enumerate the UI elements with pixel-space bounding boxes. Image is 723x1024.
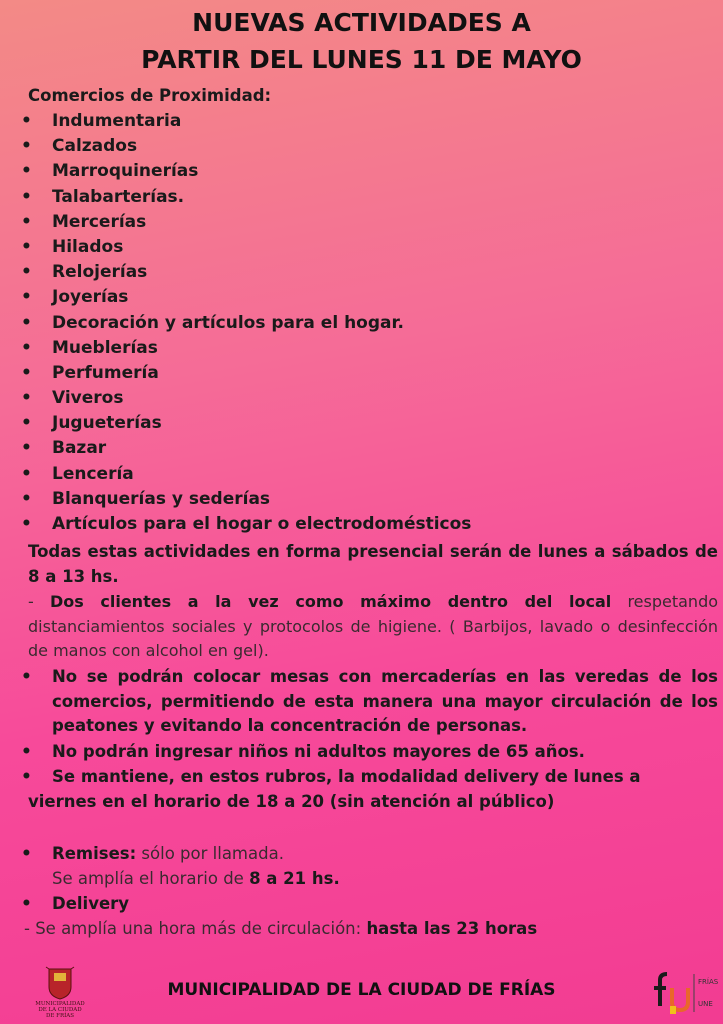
list-item: • Joyerías — [0, 285, 471, 310]
list-item: • Talabarterías. — [0, 185, 471, 210]
bullet-icon: • — [21, 337, 32, 358]
list-item: • Hilados — [0, 235, 471, 260]
svg-text:UNE: UNE — [698, 1000, 713, 1008]
bullet-icon: • — [21, 362, 32, 383]
title-line-1: NUEVAS ACTIVIDADES A — [192, 8, 531, 37]
list-item: • Mueblerías — [0, 336, 471, 361]
bullet-icon: • — [21, 438, 32, 459]
footer-municipality: MUNICIPALIDAD DE LA CIUDAD DE FRÍAS — [167, 980, 556, 1000]
bullet-icon: • — [21, 186, 32, 207]
svg-text:DE FRÍAS: DE FRÍAS — [45, 1013, 75, 1018]
bullet-icon: • — [21, 767, 32, 787]
rule-clients: - Dos clientes a la vez como máximo dentro del local respetando distanciamientos sociales y protocolos de higiene. ( Barbijos, lavado o desinfección de manos con alcohol en gel). — [28, 592, 719, 660]
list-item: • Blanquerías y sederías — [0, 487, 471, 512]
list-item: • Perfumería — [0, 361, 471, 386]
list-item: • Relojerías — [0, 260, 471, 285]
rule-clients-rest: respetando distanciamientos sociales y protocolos de higiene. ( Barbijos, lavado o desinfección de manos con alcohol en gel). — [28, 592, 719, 660]
list-item: • Bazar — [0, 436, 471, 461]
bullet-icon: • — [21, 287, 32, 308]
bullet-icon: • — [21, 463, 32, 484]
bullet-icon: • — [21, 211, 32, 232]
list-item: • Lencería — [0, 462, 471, 487]
bullet-icon: • — [21, 262, 32, 283]
delivery-label: Delivery — [52, 894, 130, 913]
bullet-icon: • — [21, 742, 32, 762]
bullet-icon: • — [21, 667, 32, 687]
bullet-icon: • — [21, 844, 32, 864]
bullet-icon: • — [21, 161, 32, 182]
bullet-icon: • — [21, 388, 32, 409]
bullet-icon: • — [21, 894, 32, 914]
rule-clients-bold: Dos clientes a la vez como máximo dentro del local — [49, 592, 612, 611]
list-item: • Mercerías — [0, 210, 471, 235]
list-item: • Decoración y artículos para el hogar. — [0, 311, 471, 336]
svg-text:DE LA CIUDAD: DE LA CIUDAD — [38, 1007, 82, 1013]
remises-item: • Remises: sólo por llamada. — [52, 842, 718, 867]
remises-label: Remises: — [52, 844, 137, 863]
bullet-icon: • — [21, 488, 32, 509]
svg-text:MUNICIPALIDAD: MUNICIPALIDAD — [35, 1001, 85, 1007]
bullet-icon: • — [21, 514, 32, 534]
remises-hours: Se amplía el horario de 8 a 21 hs. — [52, 869, 340, 888]
list-item: • Marroquinerías — [0, 159, 471, 184]
municipal-seal-icon — [32, 966, 88, 1018]
list-item: • Jugueterías — [0, 411, 471, 436]
rule-delivery: • Se mantiene, en estos rubros, la modalidad delivery de lunes a viernes en el horario de 18 a 20 (sin atención al público) — [21, 767, 641, 811]
bullet-icon: • — [21, 236, 32, 257]
bullet-icon: • — [21, 413, 32, 434]
bullet-icon: • — [21, 111, 32, 131]
commerce-list — [0, 109, 471, 537]
frias-une-logo-icon — [646, 966, 718, 1018]
section-label: Comercios de Proximidad: — [28, 86, 272, 105]
bullet-icon: • — [21, 136, 32, 157]
schedule-note: Todas estas actividades en forma presencial serán de lunes a sábados de 8 a 13 hs. — [28, 542, 718, 586]
list-item: • Indumentaria — [0, 109, 471, 134]
delivery-item — [21, 892, 718, 917]
delivery-note: - Se amplía una hora más de circulación: hasta las 23 horas — [24, 919, 538, 938]
list-item: • Calzados — [0, 134, 471, 159]
page-title — [0, 4, 723, 78]
list-item: • Viveros — [0, 386, 471, 411]
rule-tables: • No se podrán colocar mesas con mercaderías en las veredas de los comercios, permitiendo de esta manera una mayor circulación de los peatones y evitando la concentración de personas. — [21, 667, 718, 735]
svg-text:FRÍAS: FRÍAS — [698, 978, 718, 986]
list-item: • Artículos para el hogar o electrodomésticos — [0, 512, 471, 537]
title-line-2: PARTIR DEL LUNES 11 DE MAYO — [141, 45, 582, 74]
rule-minors: • No podrán ingresar niños ni adultos mayores de 65 años. — [52, 740, 718, 765]
bullet-icon: • — [21, 312, 32, 333]
